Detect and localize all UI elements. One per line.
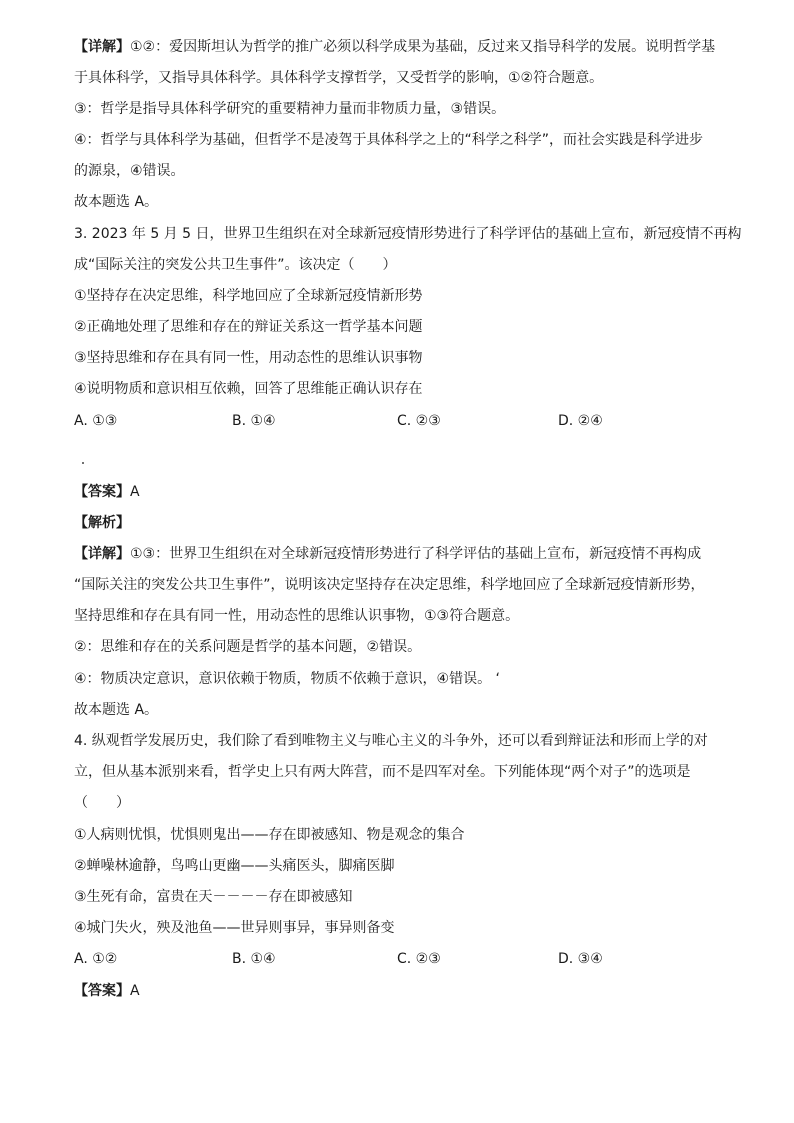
text-line [74,638,724,656]
question-3-stem [74,256,724,274]
section-tag: 【答案】 [74,983,130,999]
question-4-stem [74,732,724,750]
line-text: 于具体科学，又指导具体科学。具体科学支撑哲学，又受哲学的影响，①②符合题意。 [74,70,604,86]
line-text: ①②：爱因斯坦认为哲学的推广必须以科学成果为基础，反过来又指导科学的发展。说明哲学基 [130,39,716,55]
line-text: ①人病则忧惧，忧惧则鬼出——存在即被感知、物是观念的集合 [74,827,465,843]
text-line [74,193,724,211]
q4-option-b: B. ①④ [232,951,276,967]
line-text: （ ） [74,795,130,811]
text-line [74,607,724,625]
text-line [74,670,724,688]
answer-line [74,982,724,1000]
text-line [74,576,724,594]
q3-option-a: A. ①③ [74,413,118,429]
question-4-stem [74,794,724,812]
line-text: 故本题选 A。 [74,702,159,718]
q3-option-b: B. ①④ [232,413,276,429]
line-text: 坚持思维和存在具有同一性，用动态性的思维认识事物，①③符合题意。 [74,608,520,624]
line-text: 故本题选 A。 [74,194,159,210]
q4-option-c: C. ②③ [397,951,441,967]
line-text: ③生死有命，富贵在天－－－－存在即被感知 [74,889,353,905]
text-line [74,162,724,180]
text-line [74,69,724,87]
statement-1 [74,287,724,305]
answer-value: A [130,484,140,500]
statement-2 [74,318,724,336]
text-line [74,38,724,56]
section-tag: 【答案】 [74,484,130,500]
text-line [74,100,724,118]
q4-option-a: A. ①② [74,951,118,967]
statement-4 [74,380,724,398]
analysis-heading [74,514,724,532]
line-text: 成“国际关注的突发公共卫生事件”。该决定（ ） [74,257,397,273]
section-tag: 【详解】 [74,39,130,55]
line-text: ②：思维和存在的关系问题是哲学的基本问题，②错误。 [74,639,422,655]
line-text: ②蝉噪林逾静，鸟鸣山更幽——头痛医头，脚痛医脚 [74,858,395,874]
q3-option-c: C. ②③ [397,413,441,429]
line-text: ②正确地处理了思维和存在的辩证关系这一哲学基本问题 [74,319,423,335]
text-line [74,701,724,719]
statement-1 [74,826,724,844]
q4-option-d: D. ③④ [558,951,603,967]
statement-3 [74,349,724,367]
text-line [74,545,724,563]
line-text: 4. 纵观哲学发展历史，我们除了看到唯物主义与唯心主义的斗争外，还可以看到辩证法和形而上学的对 [74,733,708,749]
line-text: ④：物质决定意识，意识依赖于物质，物质不依赖于意识，④错误。 ‘ [74,671,501,687]
statement-3 [74,888,724,906]
line-text: 立，但从基本派别来看，哲学史上只有两大阵营，而不是四军对垒。下列能体现“两个对子”的选项是 [74,764,691,780]
answer-value: A [130,983,140,999]
question-3-stem [74,225,742,243]
line-text: 的源泉，④错误。 [74,163,185,179]
line-text: ①坚持存在决定思维，科学地回应了全球新冠疫情新形势 [74,288,423,304]
line-text: 3. 2023 年 5 月 5 日，世界卫生组织在对全球新冠疫情形势进行了科学评估的基础上宣布，新冠疫情不再构 [74,226,742,242]
line-text: ④说明物质和意识相互依赖，回答了思维能正确认识存在 [74,381,423,397]
line-text: ①③：世界卫生组织在对全球新冠疫情形势进行了科学评估的基础上宣布，新冠疫情不再构成 [130,546,702,562]
q3-option-d: D. ②④ [558,413,603,429]
text-line [74,131,724,149]
line-text: ④城门失火，殃及池鱼——世异则事异，事异则备变 [74,920,395,936]
line-text: “国际关注的突发公共卫生事件”，说明该决定坚持存在决定思维，科学地回应了全球新冠疫情新形势， [74,577,705,593]
statement-4 [74,919,724,937]
section-tag: 【解析】 [74,515,130,531]
stray-dot [82,462,84,464]
question-4-stem [74,763,724,781]
line-text: ③坚持思维和存在具有同一性，用动态性的思维认识事物 [74,350,423,366]
statement-2 [74,857,724,875]
section-tag: 【详解】 [74,546,130,562]
answer-line [74,483,724,501]
line-text: ④：哲学与具体科学为基础，但哲学不是凌驾于具体科学之上的“科学之科学”，而社会实践是科学进步 [74,132,704,148]
line-text: ③：哲学是指导具体科学研究的重要精神力量而非物质力量，③错误。 [74,101,506,117]
